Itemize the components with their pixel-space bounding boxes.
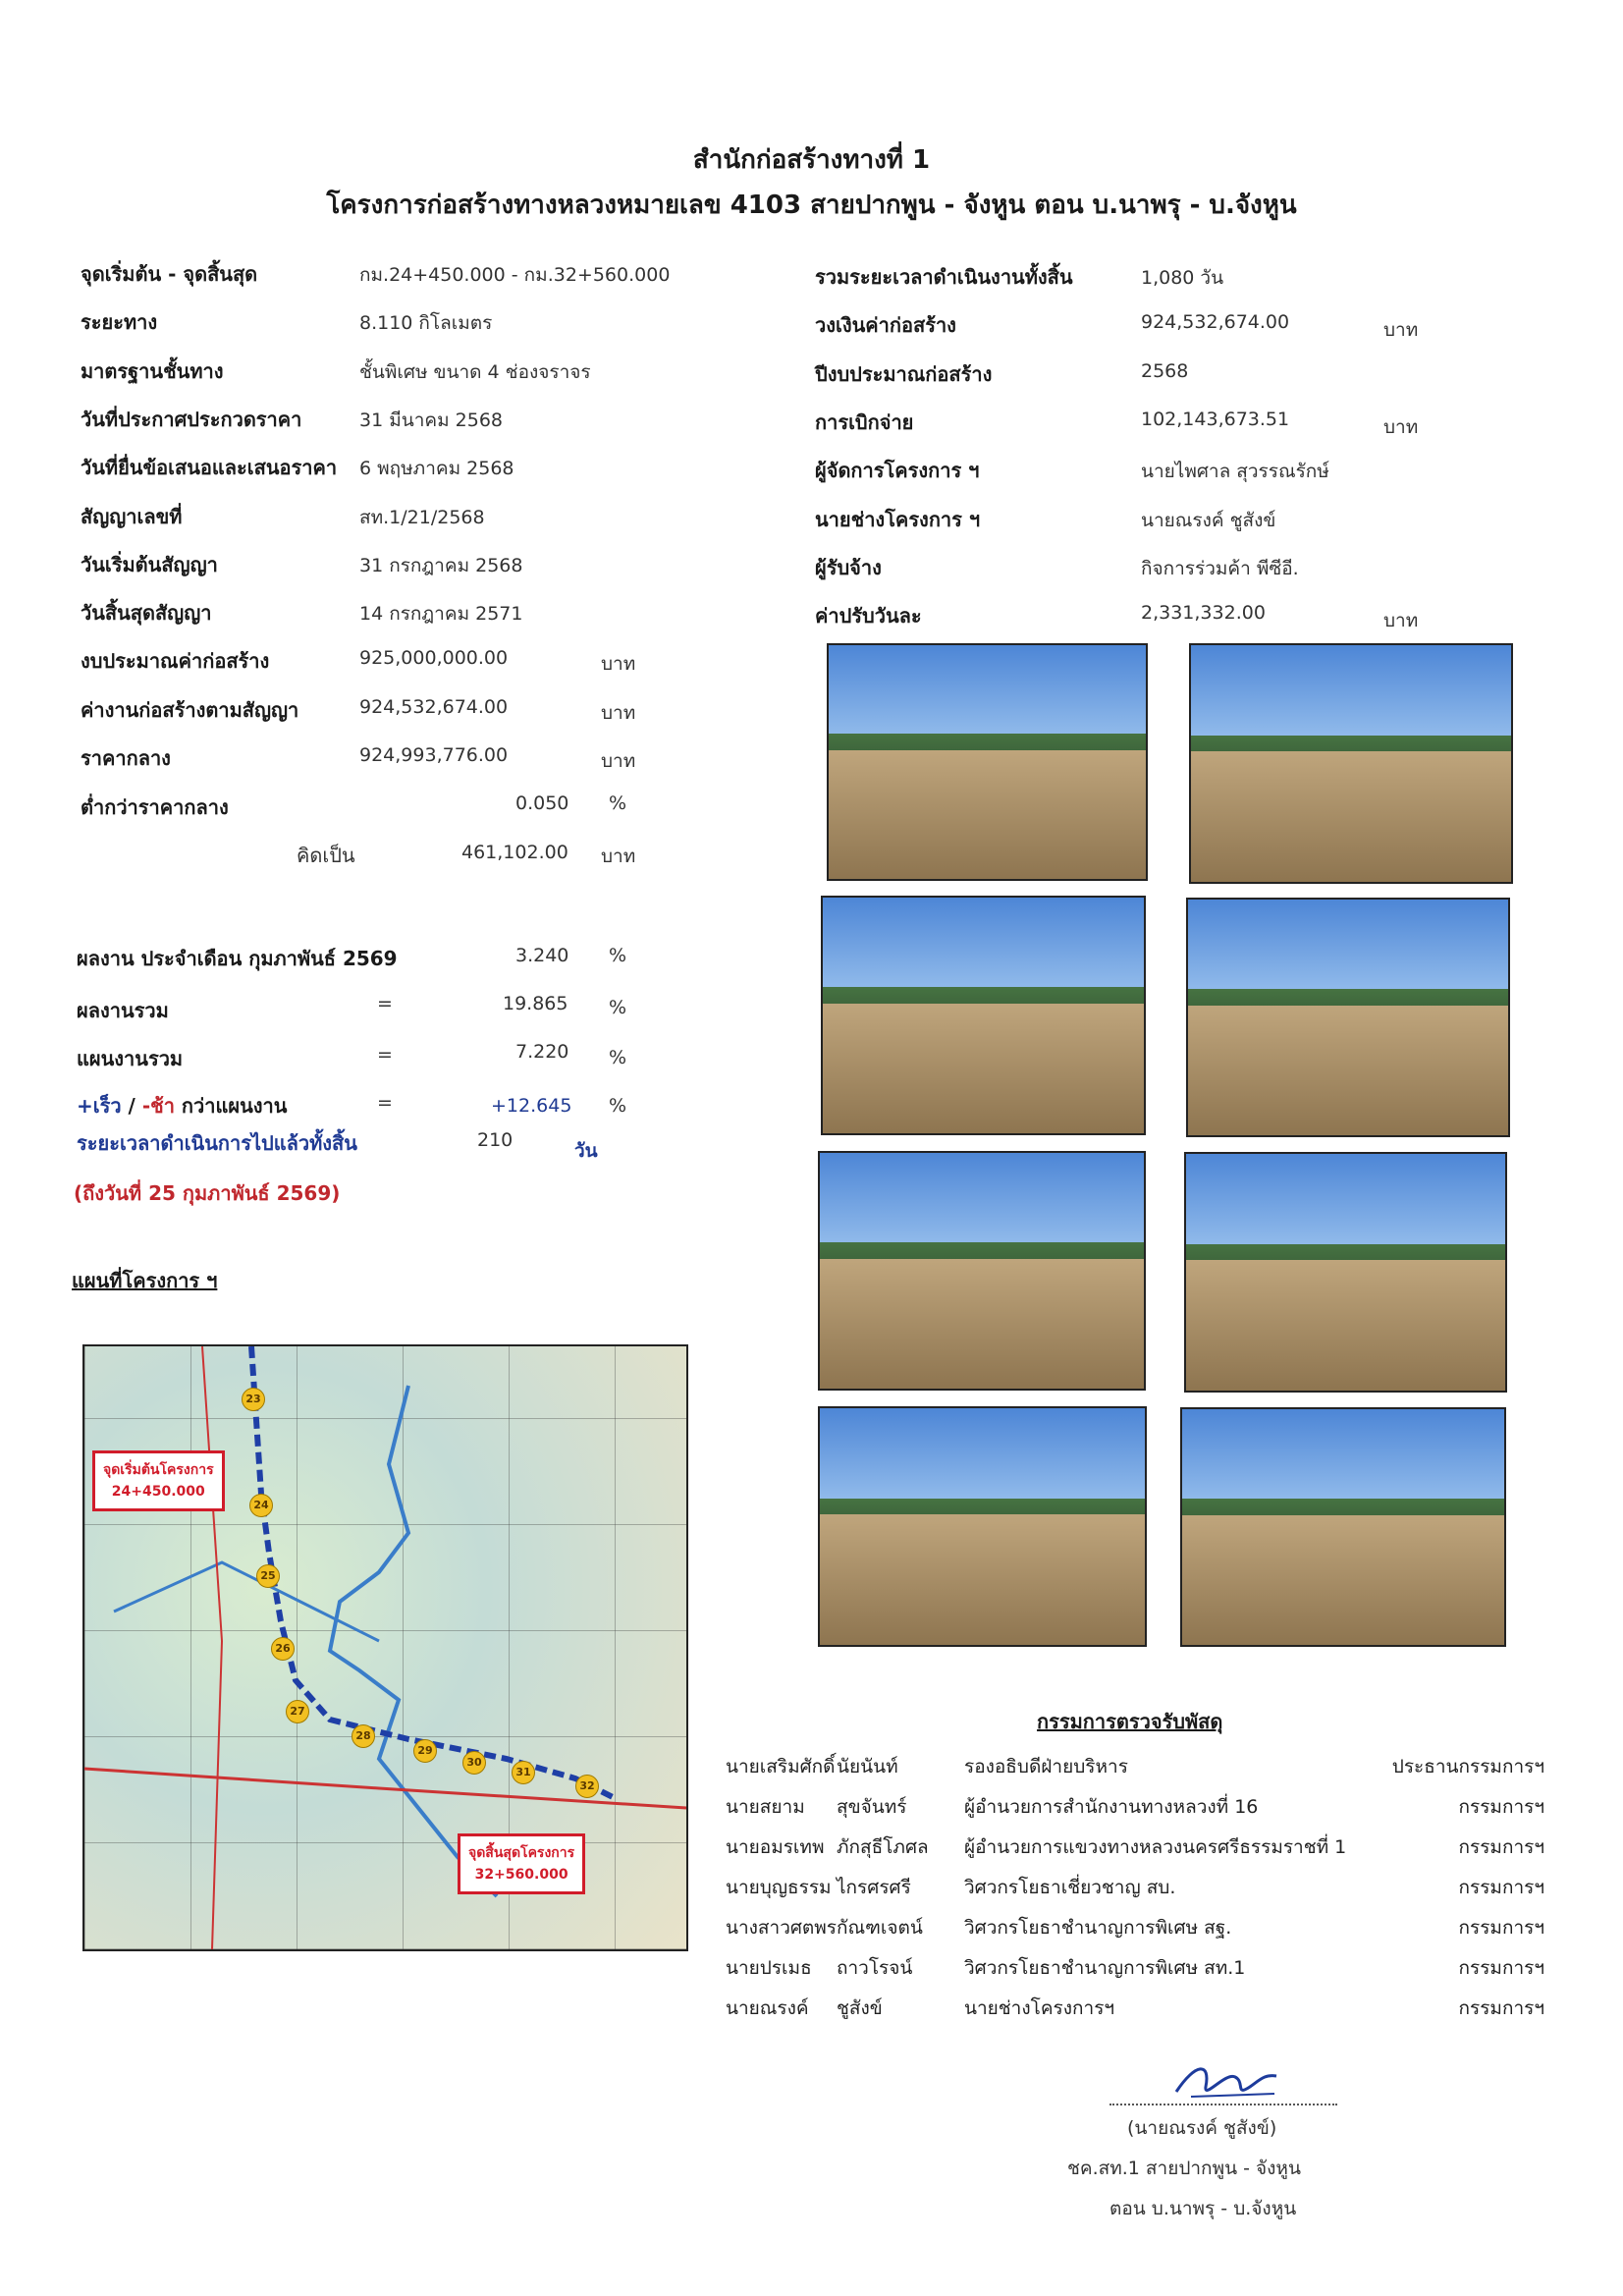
left-info-value: สท.1/21/2568: [359, 507, 485, 528]
site-photo-3: [821, 896, 1146, 1135]
committee-last: สุขจันทร์: [837, 1796, 907, 1818]
committee-position: วิศวกรโยธาชำนาญการพิเศษ สท.1: [964, 1957, 1246, 1979]
start-callout-km: 24+450.000: [111, 1484, 205, 1500]
elapsed-unit: วัน: [574, 1140, 598, 1162]
pace-eq: =: [377, 1092, 393, 1114]
left-info-value: ชั้นพิเศษ ขนาด 4 ช่องจราจร: [359, 361, 591, 383]
right-info-label: ปีงบประมาณก่อสร้าง: [815, 362, 993, 386]
committee-row: [726, 1873, 1544, 1913]
left-info-value: กม.24+450.000 - กม.32+560.000: [359, 264, 671, 286]
total-progress-label: ผลงานรวม: [77, 999, 169, 1022]
left-info-unit: บาท: [601, 702, 636, 724]
map-heading: แผนที่โครงการ ฯ: [72, 1269, 218, 1292]
committee-first: นางสาวศตพร: [726, 1917, 837, 1939]
left-info-label: งบประมาณค่าก่อสร้าง: [81, 649, 270, 673]
signature-line-1: ชค.สท.1 สายปากพูน - จังหูน: [1067, 2158, 1301, 2179]
left-info-label: วันสิ้นสุดสัญญา: [81, 601, 212, 625]
right-info-label: วงเงินค่าก่อสร้าง: [815, 313, 956, 337]
left-info-value: 924,993,776.00: [359, 744, 509, 766]
right-info-label: ผู้รับจ้าง: [815, 556, 882, 579]
right-info-label: ค่าปรับวันละ: [815, 604, 922, 628]
total-progress-unit: %: [609, 997, 627, 1018]
committee-position: วิศวกรโยธาชำนาญการพิเศษ สฐ.: [964, 1917, 1232, 1939]
pace-diff-value: +12.645: [491, 1095, 572, 1117]
committee-role: กรรมการฯ: [1458, 1997, 1544, 2019]
project-title: โครงการก่อสร้างทางหลวงหมายเลข 4103 สายปากพูน - จังหูน ตอน บ.นาพรุ - บ.จังหูน: [326, 191, 1297, 220]
right-info-value: 102,143,673.51: [1141, 409, 1290, 430]
left-info-value: 925,000,000.00: [359, 647, 509, 669]
equivalent-label: คิดเป็น: [297, 844, 355, 867]
committee-row: [726, 1832, 1544, 1873]
committee-position: รองอธิบดีฝ่ายบริหาร: [964, 1756, 1128, 1777]
signature-line: [1109, 2104, 1337, 2105]
left-info-value: 8.110 กิโลเมตร: [359, 312, 493, 334]
below-mid-value: 0.050: [515, 793, 569, 814]
committee-role: กรรมการฯ: [1458, 1836, 1544, 1858]
right-info-unit: บาท: [1383, 319, 1419, 341]
office-title: สำนักก่อสร้างทางที่ 1: [692, 145, 931, 175]
left-info-label: ราคากลาง: [81, 746, 171, 770]
committee-position: วิศวกรโยธาเชี่ยวชาญ สบ.: [964, 1877, 1176, 1898]
elapsed-value: 210: [477, 1129, 514, 1151]
right-info-unit: บาท: [1383, 416, 1419, 438]
km-marker-27: 27: [286, 1700, 309, 1723]
committee-title: กรรมการตรวจรับพัสดุ: [1037, 1710, 1223, 1733]
left-info-label: วันที่ประกาศประกวดราคา: [81, 408, 302, 431]
committee-position: นายช่างโครงการฯ: [964, 1997, 1115, 2019]
fast-label: +เร็ว: [77, 1094, 122, 1118]
committee-first: นายปรเมธ: [726, 1957, 812, 1979]
right-info-label: ผู้จัดการโครงการ ฯ: [815, 459, 980, 482]
committee-row: [726, 1752, 1544, 1792]
km-marker-28: 28: [352, 1724, 375, 1748]
km-marker-26: 26: [271, 1637, 295, 1661]
committee-first: นายเสริมศักดิ์: [726, 1756, 836, 1777]
committee-role: กรรมการฯ: [1458, 1877, 1544, 1898]
start-callout: [92, 1450, 225, 1511]
km-marker-29: 29: [413, 1739, 437, 1763]
right-info-value: 2568: [1141, 360, 1189, 382]
committee-role: ประธานกรรมการฯ: [1391, 1756, 1544, 1777]
committee-position: ผู้อำนวยการสำนักงานทางหลวงที่ 16: [964, 1796, 1259, 1818]
signature-line-2: ตอน บ.นาพรุ - บ.จังหูน: [1109, 2198, 1297, 2219]
plan-progress-unit: %: [609, 1047, 627, 1068]
site-photo-8: [1180, 1407, 1506, 1647]
left-info-label: สัญญาเลขที่: [81, 505, 183, 528]
committee-last: ชูสังข์: [837, 1997, 883, 2019]
km-marker-23: 23: [242, 1388, 265, 1411]
left-info-value: 31 มีนาคม 2568: [359, 410, 504, 431]
committee-row: [726, 1792, 1544, 1832]
right-info-unit: บาท: [1383, 610, 1419, 631]
right-info-value: 924,532,674.00: [1141, 311, 1290, 333]
equivalent-unit: บาท: [601, 846, 636, 867]
site-photo-2: [1189, 643, 1513, 884]
monthly-progress-label: ผลงาน ประจำเดือน กุมภาพันธ์ 2569: [77, 947, 398, 970]
left-info-label: มาตรฐานชั้นทาง: [81, 359, 224, 383]
signature-name: (นายณรงค์ ชูสังข์): [1127, 2117, 1277, 2139]
right-info-value: นายไพศาล สุวรรณรักษ์: [1141, 461, 1329, 482]
right-info-value: นายณรงค์ ชูสังข์: [1141, 510, 1276, 531]
left-info-unit: บาท: [601, 750, 636, 772]
committee-last: ภักสุธีโภศล: [837, 1836, 929, 1858]
pace-label: [77, 1090, 287, 1121]
committee-first: นายณรงค์: [726, 1997, 809, 2019]
site-photo-7: [818, 1406, 1147, 1647]
committee-last: กัณฑเจตน์: [837, 1917, 923, 1939]
committee-first: นายบุญธรรม: [726, 1877, 832, 1898]
site-photo-4: [1186, 898, 1510, 1137]
km-marker-25: 25: [256, 1564, 280, 1588]
elapsed-label: ระยะเวลาดำเนินการไปแล้วทั้งสิ้น: [77, 1131, 357, 1155]
left-info-label: ระยะทาง: [81, 310, 158, 334]
signature-mark: [1166, 2052, 1284, 2111]
river-line: [330, 1386, 497, 1896]
committee-row: [726, 1913, 1544, 1953]
left-info-label: วันที่ยื่นข้อเสนอและเสนอราคา: [81, 456, 338, 479]
end-callout-title: จุดสิ้นสุดโครงการ: [468, 1845, 575, 1861]
left-info-label: ค่างานก่อสร้างตามสัญญา: [81, 698, 299, 722]
map-overlay: [84, 1346, 686, 1949]
right-info-label: รวมระยะเวลาดำเนินงานทั้งสิ้น: [815, 265, 1073, 289]
pace-slash: /: [121, 1094, 142, 1118]
committee-row: [726, 1953, 1544, 1994]
left-info-value: 6 พฤษภาคม 2568: [359, 458, 514, 479]
right-info-label: การเบิกจ่าย: [815, 410, 914, 434]
right-info-value: 2,331,332.00: [1141, 602, 1266, 624]
left-info-label: วันเริ่มต้นสัญญา: [81, 553, 218, 576]
plan-progress-label: แผนงานรวม: [77, 1047, 184, 1070]
left-info-value: 31 กรกฎาคม 2568: [359, 555, 523, 576]
monthly-progress-unit: %: [609, 945, 627, 966]
left-info-value: 14 กรกฎาคม 2571: [359, 603, 523, 625]
left-info-label: จุดเริ่มต้น - จุดสิ้นสุด: [81, 262, 258, 286]
total-eq: =: [377, 993, 393, 1014]
committee-position: ผู้อำนวยการแขวงทางหลวงนครศรีธรรมราชที่ 1: [964, 1836, 1347, 1858]
site-photo-6: [1184, 1152, 1507, 1393]
slow-label: -ช้า: [141, 1094, 175, 1118]
as-of-date: (ถึงวันที่ 25 กุมภาพันธ์ 2569): [74, 1181, 341, 1205]
km-marker-31: 31: [512, 1761, 535, 1784]
right-info-value: กิจการร่วมค้า พีซีอี.: [1141, 558, 1299, 579]
road-line-2: [202, 1346, 222, 1949]
project-map: [82, 1344, 688, 1951]
committee-row: [726, 1994, 1544, 2034]
committee-table: [726, 1752, 1544, 2034]
right-info-value: 1,080 วัน: [1141, 267, 1224, 289]
left-info-value: 924,532,674.00: [359, 696, 509, 718]
plan-progress-value: 7.220: [515, 1041, 569, 1063]
km-marker-30: 30: [462, 1751, 486, 1775]
pace-unit: %: [609, 1095, 627, 1117]
committee-first: นายอมรเทพ: [726, 1836, 825, 1858]
project-road: [251, 1346, 615, 1798]
committee-role: กรรมการฯ: [1458, 1796, 1544, 1818]
start-callout-title: จุดเริ่มต้นโครงการ: [103, 1462, 214, 1478]
committee-first: นายสยาม: [726, 1796, 805, 1818]
end-callout: [458, 1833, 585, 1894]
site-photo-1: [827, 643, 1148, 881]
equivalent-value: 461,102.00: [461, 842, 568, 863]
plan-eq: =: [377, 1044, 393, 1066]
right-info-label: นายช่างโครงการ ฯ: [815, 508, 981, 531]
left-info-unit: บาท: [601, 653, 636, 675]
monthly-progress-value: 3.240: [515, 945, 569, 966]
committee-last: นัยนันท์: [837, 1756, 898, 1777]
committee-role: กรรมการฯ: [1458, 1917, 1544, 1939]
total-progress-value: 19.865: [503, 993, 568, 1014]
km-marker-32: 32: [575, 1775, 599, 1798]
vs-plan-label: กว่าแผนงาน: [174, 1094, 288, 1118]
end-callout-km: 32+560.000: [474, 1867, 568, 1883]
committee-role: กรรมการฯ: [1458, 1957, 1544, 1979]
committee-last: ถาวโรจน์: [837, 1957, 913, 1979]
km-marker-24: 24: [249, 1494, 273, 1517]
below-mid-unit: %: [609, 793, 627, 814]
committee-last: ไกรศรศรี: [837, 1877, 911, 1898]
below-mid-label: ต่ำกว่าราคากลาง: [81, 795, 229, 819]
site-photo-5: [818, 1151, 1146, 1391]
